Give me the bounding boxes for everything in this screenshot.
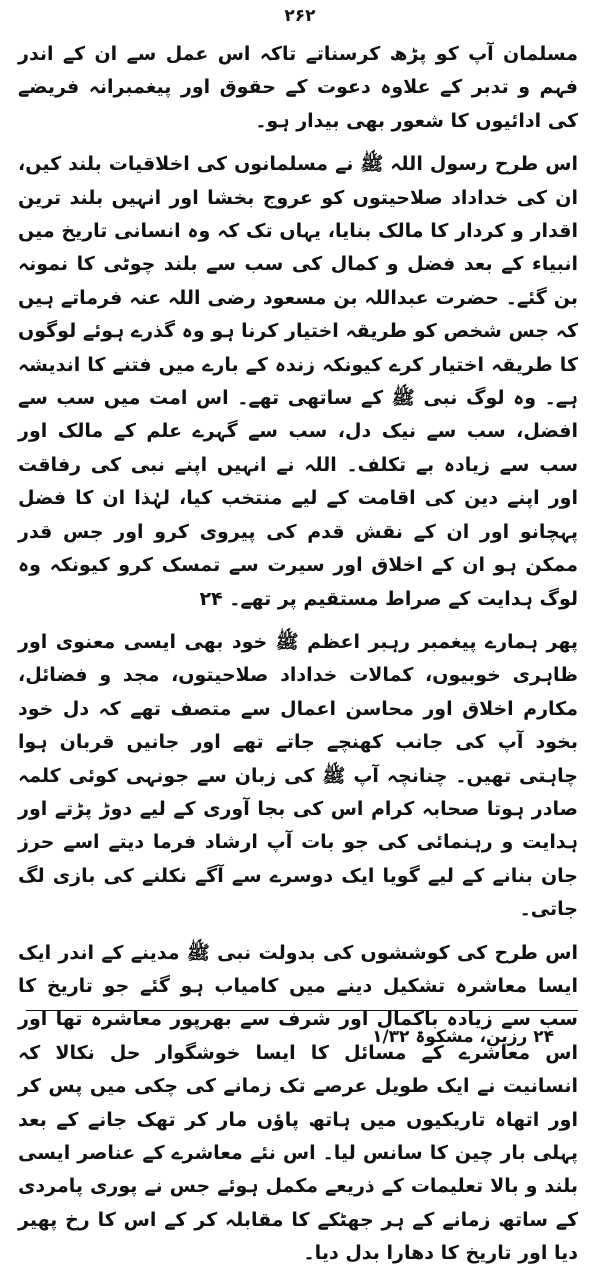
- footnote: ۲۴ رزین، مشکوۃ ۱/۳۲: [372, 1027, 554, 1047]
- footnote-divider: [26, 1010, 578, 1011]
- paragraph-2: اس طرح رسول اللہ ﷺ نے مسلمانوں کی اخلاقیات بلند کیں، ان کی خداداد صلاحیتوں کو عروج بخشا اور انہیں بلند ترین اقدار و کردار کا مالک بنایا، یہاں تک کہ وہ انسانی تاریخ میں انبیاء کے بعد فضل و کمال کی سب سے بلند چوٹی کا نمونہ بن گئے۔ حضرت عبداللہ بن مسعود رضی اللہ عنہ فرماتے ہیں کہ جس شخص کو طریقہ اختیار کرنا ہو وہ گذرے ہوئے لوگوں کا طریقہ اختیار کرے کیونکہ زندہ کے بارے میں فتنے کا اندیشہ ہے۔ وہ لوگ نبی ﷺ کے ساتھی تھے۔ اس امت میں سب سے افضل، سب سے نیک دل، سب سے گہرے علم کے مالک اور سب سے زیادہ بے تکلف۔ اللہ نے انہیں اپنے نبی کی رفاقت اور اپنے دین کی اقامت کے لیے منتخب کیا، لہٰذا ان کا فضل پہچانو اور ان کے نقش قدم کی پیروی کرو اور جس قدر ممکن ہو ان کے اخلاق اور سیرت سے تمسک کرو کیونکہ وہ لوگ ہدایت کے صراط مستقیم پر تھے۔ ۲۴: [18, 153, 578, 610]
- paragraph-3: پھر ہمارے پیغمبر رہبر اعظم ﷺ خود بھی ایسی معنوی اور ظاہری خوبیوں، کمالات خداداد صلاحیتوں، مجد و فضائل، مکارم اخلاق اور محاسن اعمال سے متصف تھے کہ دل خود بخود آپ کی جانب کھنچے جاتے تھے اور جانیں قربان ہوا چاہتی تھیں۔ چنانچہ آپ ﷺ کی زبان سے جونہی کوئی کلمہ صادر ہوتا صحابہ کرام اس کی بجا آوری کے لیے دوڑ پڑتے اور ہدایت و رہنمائی کی جو بات آپ ارشاد فرما دیتے اسے حرز جان بنانے کے لیے گویا ایک دوسرے سے آگے نکلنے کی بازی لگ جاتی۔: [18, 630, 578, 921]
- paragraph-1: مسلمان آپ کو پڑھ کرسناتے تاکہ اس عمل سے ان کے اندر فہم و تدبر کے علاوہ دعوت کے حقوق اور پیغمبرانہ فریضے کی ادائیوں کا شعور بھی بیدار ہو۔: [18, 43, 578, 132]
- paragraph-4: اس طرح کی کوششوں کی بدولت نبی ﷺ مدینے کے اندر ایک ایسا معاشرہ تشکیل دینے میں کامیاب ہو گئے جو تاریخ کا سب سے زیادہ باکمال اور شرف سے بھرپور معاشرہ تھا اور اس معاشرے کے مسائل کا ایسا خوشگوار حل نکالا کہ انسانیت نے ایک طویل عرصے تک زمانے کی چکی میں پس کر اور اتھاہ تاریکیوں میں ہاتھ پاؤں مار کر تھک جانے کے بعد پہلی بار چین کا سانس لیا۔ اس نئے معاشرے کے عناصر ایسی بلند و بالا تعلیمات کے ذریعے مکمل ہوئے جس نے پوری پامردی کے ساتھ زمانے کے ہر جھٹکے کا مقابلہ کر کے اس کا رخ پھیر دیا اور تاریخ کا دھارا بدل دیا۔: [18, 941, 578, 1265]
- page-number: ۲۶۲: [284, 6, 316, 26]
- body-text: [18, 38, 578, 1281]
